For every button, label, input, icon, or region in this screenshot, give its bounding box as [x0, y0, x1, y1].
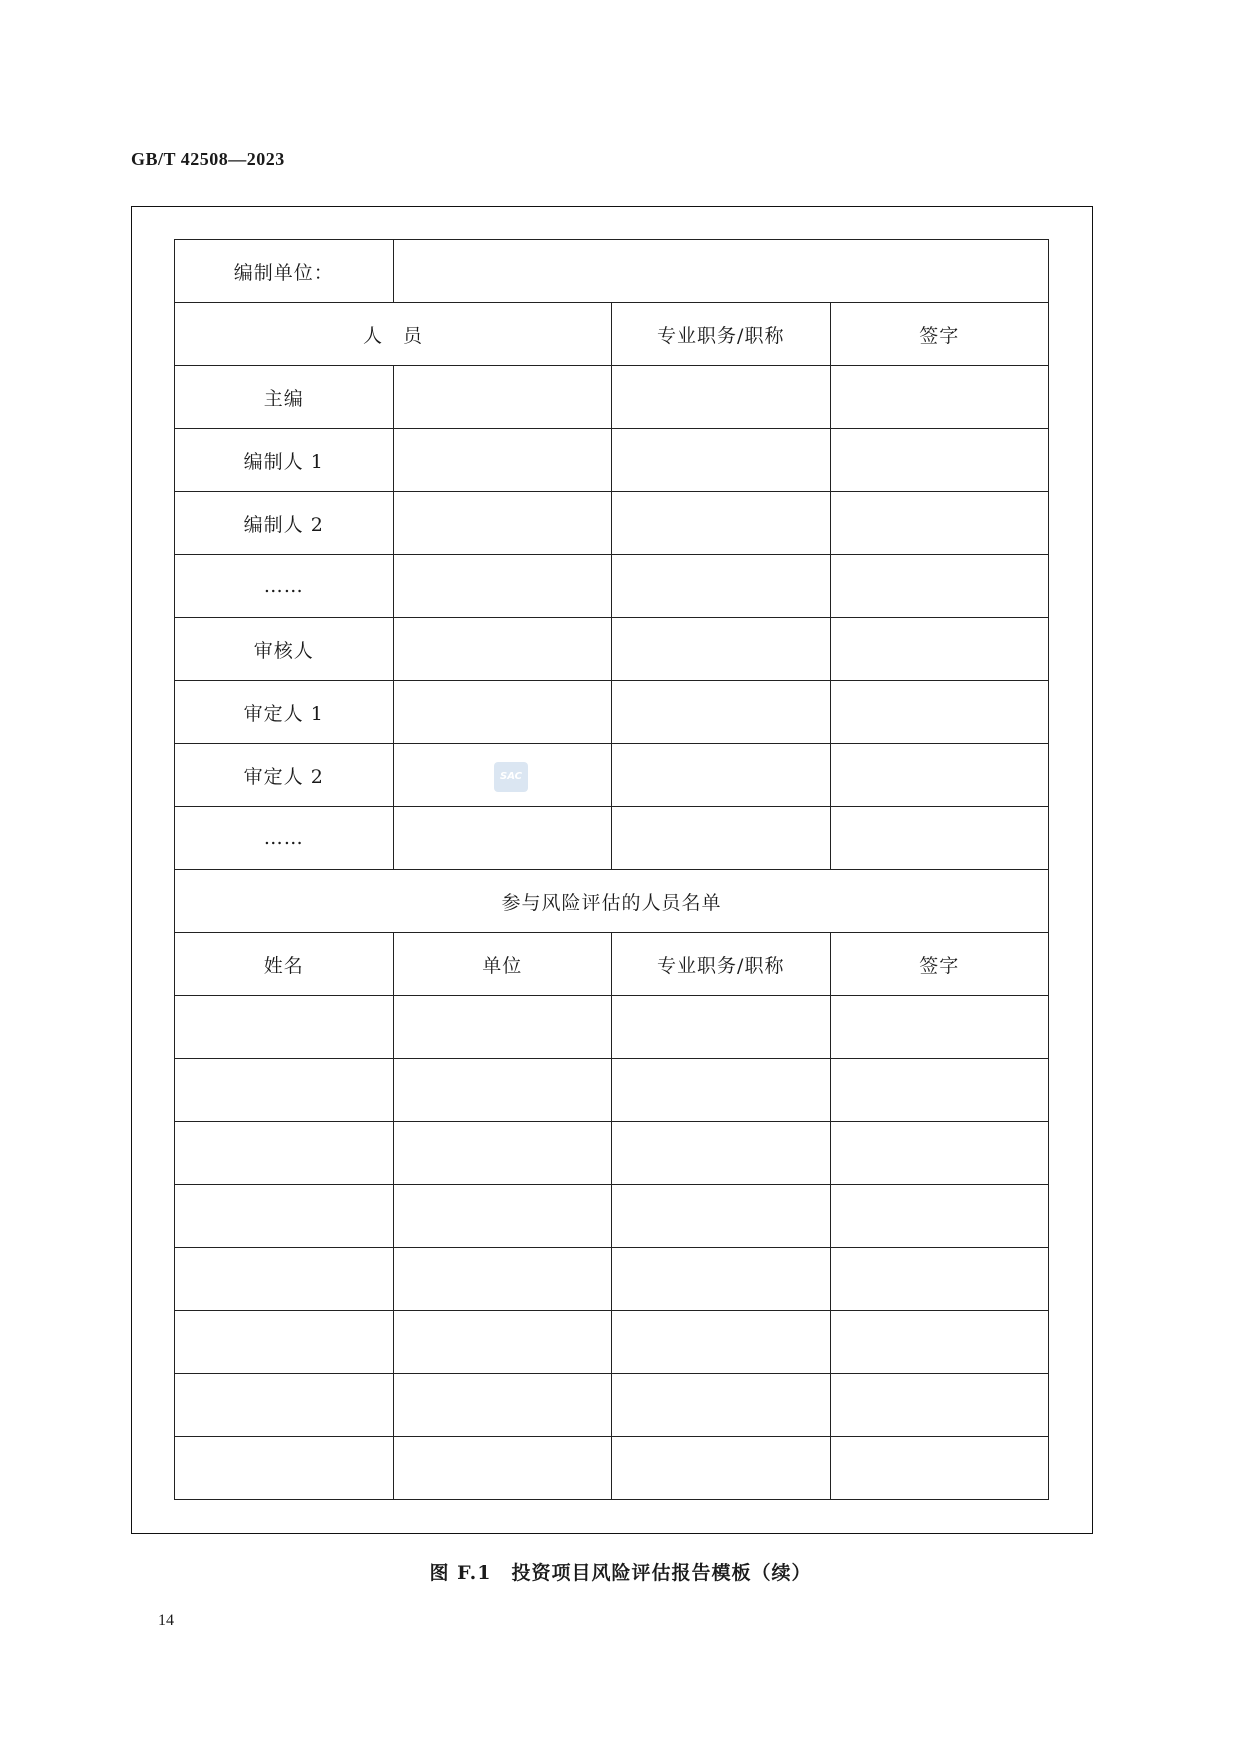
participant-title-cell[interactable] — [612, 996, 831, 1059]
standard-code: GB/T 42508—2023 — [131, 149, 285, 169]
personnel-header-row — [175, 303, 1049, 366]
participant-name-cell[interactable] — [175, 1059, 394, 1122]
name-cell[interactable] — [393, 492, 612, 555]
name-cell[interactable] — [393, 366, 612, 429]
participant-unit-cell[interactable] — [393, 996, 612, 1059]
participants-header-row — [175, 933, 1049, 996]
participant-name-header: 姓名 — [175, 933, 394, 996]
participant-row — [175, 996, 1049, 1059]
personnel-row — [175, 492, 1049, 555]
role-label: 审核人 — [175, 618, 394, 681]
unit-label: 编制单位： — [175, 240, 394, 303]
role-label: …… — [175, 555, 394, 618]
title-cell[interactable] — [612, 744, 831, 807]
title-cell[interactable] — [612, 681, 831, 744]
participant-signature-cell[interactable] — [830, 1374, 1049, 1437]
signature-cell[interactable] — [830, 492, 1049, 555]
participant-unit-cell[interactable] — [393, 1374, 612, 1437]
name-cell[interactable] — [393, 681, 612, 744]
participant-unit-cell[interactable] — [393, 1185, 612, 1248]
participant-row — [175, 1185, 1049, 1248]
participant-unit-cell[interactable] — [393, 1122, 612, 1185]
participant-unit-cell[interactable] — [393, 1311, 612, 1374]
role-label: 审定人 2 — [175, 744, 394, 807]
personnel-row — [175, 366, 1049, 429]
participant-name-cell[interactable] — [175, 1185, 394, 1248]
role-label: 编制人 1 — [175, 429, 394, 492]
participant-row — [175, 1437, 1049, 1500]
participant-row — [175, 1122, 1049, 1185]
role-label: 编制人 2 — [175, 492, 394, 555]
participant-signature-cell[interactable] — [830, 1437, 1049, 1500]
participants-title-row — [175, 870, 1049, 933]
participant-signature-cell[interactable] — [830, 1185, 1049, 1248]
signature-cell[interactable] — [830, 807, 1049, 870]
participant-title-cell[interactable] — [612, 1122, 831, 1185]
signature-header: 签字 — [830, 303, 1049, 366]
role-label: 主编 — [175, 366, 394, 429]
participant-row — [175, 1059, 1049, 1122]
title-cell[interactable] — [612, 618, 831, 681]
participant-title-header: 专业职务/职称 — [612, 933, 831, 996]
participant-name-cell[interactable] — [175, 996, 394, 1059]
title-cell[interactable] — [612, 429, 831, 492]
participant-unit-cell[interactable] — [393, 1437, 612, 1500]
participant-title-cell[interactable] — [612, 1437, 831, 1500]
unit-row — [175, 240, 1049, 303]
name-cell[interactable] — [393, 618, 612, 681]
signature-cell[interactable] — [830, 366, 1049, 429]
participant-signature-cell[interactable] — [830, 1311, 1049, 1374]
personnel-header: 人 员 — [175, 303, 612, 366]
signature-cell[interactable] — [830, 681, 1049, 744]
title-cell[interactable] — [612, 366, 831, 429]
personnel-row — [175, 681, 1049, 744]
participant-unit-header: 单位 — [393, 933, 612, 996]
participant-signature-cell[interactable] — [830, 1059, 1049, 1122]
name-cell[interactable] — [393, 429, 612, 492]
name-cell[interactable] — [393, 807, 612, 870]
title-header: 专业职务/职称 — [612, 303, 831, 366]
participant-name-cell[interactable] — [175, 1248, 394, 1311]
signature-cell[interactable] — [830, 555, 1049, 618]
signature-cell[interactable] — [830, 618, 1049, 681]
role-label: …… — [175, 807, 394, 870]
participants-title: 参与风险评估的人员名单 — [175, 870, 1049, 933]
participant-signature-cell[interactable] — [830, 1122, 1049, 1185]
figure-caption: 图 F.1 投资项目风险评估报告模板（续） — [429, 1562, 812, 1584]
participant-name-cell[interactable] — [175, 1437, 394, 1500]
participant-name-cell[interactable] — [175, 1311, 394, 1374]
personnel-row — [175, 555, 1049, 618]
participant-row — [175, 1311, 1049, 1374]
page-number: 14 — [158, 1612, 174, 1629]
personnel-row — [175, 429, 1049, 492]
participant-title-cell[interactable] — [612, 1311, 831, 1374]
participant-signature-cell[interactable] — [830, 1248, 1049, 1311]
title-cell[interactable] — [612, 555, 831, 618]
personnel-row — [175, 618, 1049, 681]
personnel-row — [175, 744, 1049, 807]
participant-name-cell[interactable] — [175, 1122, 394, 1185]
role-label: 审定人 1 — [175, 681, 394, 744]
participant-signature-header: 签字 — [830, 933, 1049, 996]
signature-cell[interactable] — [830, 744, 1049, 807]
title-cell[interactable] — [612, 807, 831, 870]
participant-title-cell[interactable] — [612, 1059, 831, 1122]
report-form-table — [174, 239, 1049, 1500]
participant-title-cell[interactable] — [612, 1185, 831, 1248]
participant-unit-cell[interactable] — [393, 1248, 612, 1311]
participant-row — [175, 1248, 1049, 1311]
participant-title-cell[interactable] — [612, 1248, 831, 1311]
participant-row — [175, 1374, 1049, 1437]
unit-value-cell[interactable] — [393, 240, 1049, 303]
name-cell[interactable] — [393, 555, 612, 618]
personnel-row — [175, 807, 1049, 870]
signature-cell[interactable] — [830, 429, 1049, 492]
participant-unit-cell[interactable] — [393, 1059, 612, 1122]
sac-watermark-logo: SAC — [494, 762, 528, 792]
participant-name-cell[interactable] — [175, 1374, 394, 1437]
title-cell[interactable] — [612, 492, 831, 555]
participant-title-cell[interactable] — [612, 1374, 831, 1437]
participant-signature-cell[interactable] — [830, 996, 1049, 1059]
